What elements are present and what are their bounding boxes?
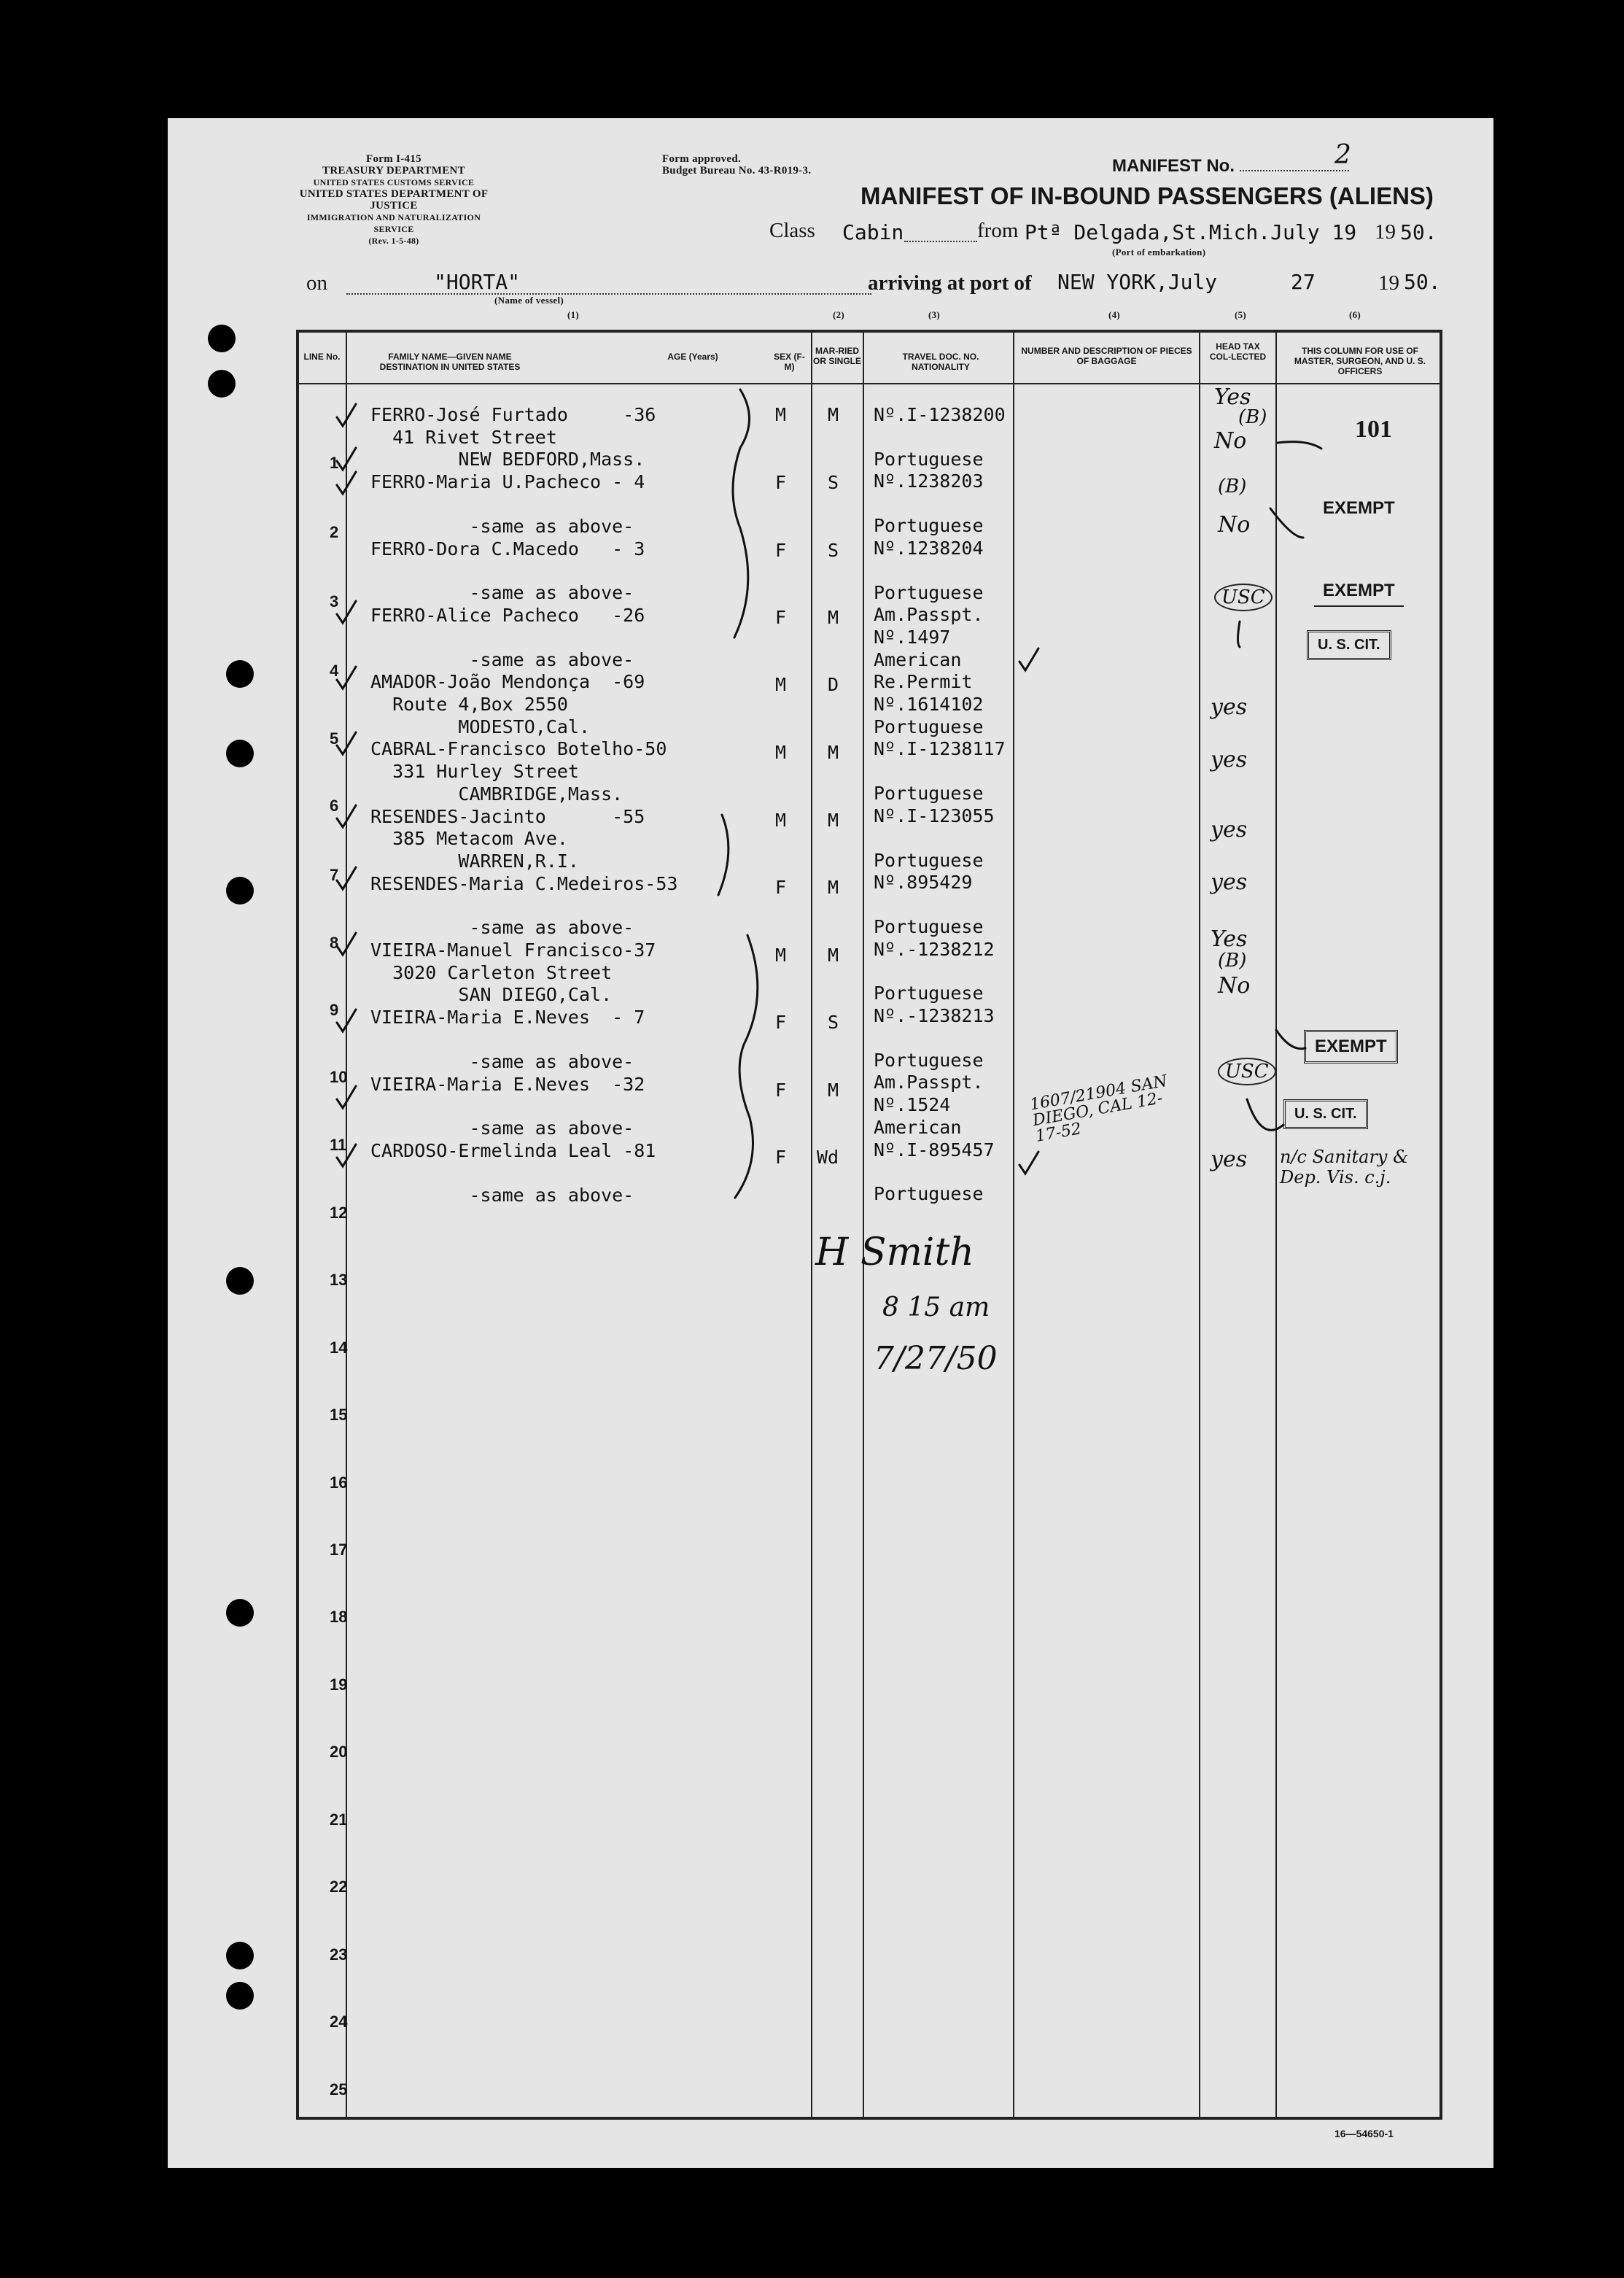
header-travel: TRAVEL DOC. NO. NATIONALITY (902, 352, 979, 372)
typed-line: FERRO-Maria U.Pacheco - 4 (370, 471, 645, 493)
travel-line: Portuguese (874, 1049, 984, 1071)
travel-line: Portuguese (874, 915, 984, 937)
head-tax-mark: No (1218, 973, 1251, 999)
line-number: 13 (330, 1271, 348, 1289)
line-number: 17 (330, 1541, 348, 1559)
year-prefix-2: 19 (1378, 271, 1399, 295)
typed-line: RESENDES-Maria C.Medeiros-53 (370, 872, 678, 894)
travel-line: Portuguese (874, 448, 984, 470)
travel-line: Portuguese (874, 783, 984, 805)
marital-value: M (828, 1080, 839, 1101)
line-number: 25 (330, 2080, 348, 2099)
line-number: 10 (330, 1068, 348, 1086)
line-number: 12 (330, 1204, 348, 1222)
travel-line: Portuguese (874, 849, 984, 871)
colnum-1: (1) (567, 309, 580, 320)
colnum-3: (3) (928, 309, 941, 320)
travel-line: Nº.I-123055 (874, 805, 995, 826)
travel-line: Portuguese (874, 983, 984, 1004)
inspection-date: 7/27/50 (874, 1340, 998, 1377)
port-note: (Port of embarkation) (1112, 247, 1206, 257)
header-age: AGE (Years) (667, 352, 718, 362)
head-tax-mark: yes (1211, 1147, 1248, 1172)
colnum-6: (6) (1349, 309, 1361, 320)
sex-value: F (775, 1080, 787, 1101)
line-number: 11 (330, 1136, 347, 1154)
head-tax-mark: Yes (1211, 926, 1248, 952)
from-value: Ptª Delgada,St.Mich.July 19 (1025, 220, 1357, 244)
typed-line: 41 Rivet Street (370, 426, 557, 448)
travel-line: Nº.1614102 (874, 694, 984, 716)
line-number: 3 (330, 592, 339, 611)
manifest-no: MANIFEST No. (1112, 156, 1349, 177)
typed-line: SAN DIEGO,Cal. (370, 984, 613, 1006)
typed-line: FERRO-Alice Pacheco -26 (370, 604, 645, 626)
typed-line: FERRO-Dora C.Macedo - 3 (370, 538, 645, 559)
arriving-label: arriving at port of (868, 271, 1032, 295)
marital-value: M (828, 877, 839, 898)
header-sex: SEX (F-M) (774, 352, 805, 372)
typed-line: CABRAL-Francisco Botelho-50 (370, 738, 667, 760)
form-block: Form I-415 TREASURY DEPARTMENT UNITED STATES CUSTOMS SERVICE UNITED STATES DEPARTMENT OF JUSTICE IMMIGRATION AND NATURALIZATION SERVICE (Rev. 1-5-48) (299, 153, 489, 246)
head-tax-mark: No (1214, 428, 1247, 454)
typed-line: -same as above- (370, 1050, 634, 1072)
typed-line: VIEIRA-Maria E.Neves -32 (370, 1073, 645, 1095)
typed-line: -same as above- (370, 582, 634, 604)
inspection-time: 8 15 am (882, 1293, 990, 1322)
line-number: 8 (330, 934, 339, 952)
typed-line: AMADOR-João Mendonça -69 (370, 671, 645, 693)
us-citizen-stamp: U. S. CIT. (1307, 630, 1391, 660)
line-number: 5 (330, 729, 339, 748)
line-number: 7 (330, 866, 339, 884)
line-number: 6 (330, 797, 339, 815)
head-tax-mark: (B) (1218, 476, 1247, 497)
manifest-page (168, 118, 1493, 2168)
travel-line: Nº.I-1238200 (874, 404, 1006, 425)
line-number: 2 (330, 523, 339, 541)
exempt-stamp: EXEMPT (1314, 576, 1404, 607)
marital-value: Wd (817, 1147, 839, 1168)
typed-line: CARDOSO-Ermelinda Leal -81 (370, 1139, 656, 1161)
line-number: 24 (330, 2012, 348, 2031)
travel-line: Re.Permit (874, 671, 973, 693)
header-name: FAMILY NAME—GIVEN NAME DESTINATION IN UNITED STATES (379, 352, 521, 372)
typed-line: NEW BEDFORD,Mass. (370, 449, 645, 470)
sex-value: F (775, 1147, 787, 1168)
typed-line: -same as above- (370, 1117, 634, 1139)
sex-value: F (775, 877, 787, 898)
marital-value: M (828, 810, 839, 831)
class-label: Class (769, 219, 815, 242)
head-tax-mark: Yes (1214, 384, 1251, 410)
typed-line: VIEIRA-Maria E.Neves - 7 (370, 1007, 645, 1028)
manifest-no-value: 2 (1334, 140, 1351, 170)
year-2: 50. (1404, 270, 1441, 294)
head-tax-mark: yes (1211, 747, 1248, 772)
head-tax-mark: yes (1211, 869, 1248, 895)
from-label: from (977, 219, 1019, 242)
line-number: 20 (330, 1743, 348, 1761)
typed-line: -same as above- (370, 917, 634, 939)
vessel-name: "HORTA" (434, 270, 521, 294)
head-tax-mark: (B) (1238, 406, 1267, 428)
line-number: 9 (330, 1001, 339, 1019)
line-number: 14 (330, 1338, 348, 1357)
line-number: 1 (330, 454, 339, 472)
marital-value: S (828, 472, 839, 493)
typed-line: MODESTO,Cal. (370, 716, 591, 737)
arriving-day: 27 (1291, 270, 1316, 294)
travel-line: Portuguese (874, 1183, 984, 1205)
typed-line: -same as above- (370, 648, 634, 670)
marital-value: M (828, 945, 839, 966)
typed-line: RESENDES-Jacinto -55 (370, 805, 645, 827)
sex-value: M (775, 674, 787, 695)
travel-line: Nº.-1238212 (874, 938, 995, 960)
line-number: 16 (330, 1473, 348, 1492)
line-number: 23 (330, 1945, 348, 1964)
travel-line: Am.Passpt. (874, 1072, 984, 1093)
line-number: 4 (330, 662, 339, 680)
typed-line: FERRO-José Furtado -36 (370, 404, 656, 425)
travel-line: Nº.1238203 (874, 470, 984, 492)
exempt-stamp: EXEMPT (1304, 1030, 1398, 1064)
typed-line: CAMBRIDGE,Mass. (370, 783, 623, 805)
approval-note: Form approved. Budget Bureau No. 43-R019-3. (662, 153, 812, 177)
marital-value: S (828, 540, 839, 561)
arriving-value: NEW YORK,July (1057, 270, 1218, 294)
typed-line: VIEIRA-Manuel Francisco-37 (370, 940, 656, 961)
baggage-note: 1607/21904 SAN DIEGO, CAL 12-17-52 (1028, 1072, 1169, 1146)
typed-line: WARREN,R.I. (370, 850, 579, 872)
travel-line: American (874, 1116, 962, 1138)
header-head-tax: HEAD TAX COL-LECTED (1209, 341, 1267, 362)
travel-line: Nº.1497 (874, 626, 951, 648)
line-number: 21 (330, 1810, 348, 1829)
marital-value: S (828, 1012, 839, 1033)
typed-line: 385 Metacom Ave. (370, 828, 568, 850)
year-prefix-1: 19 (1375, 220, 1396, 244)
travel-line: Nº.1238204 (874, 537, 984, 559)
travel-line: Nº.1524 (874, 1094, 951, 1116)
officer-note: n/c Sanitary & Dep. Vis. c.j. (1280, 1147, 1409, 1188)
head-tax-mark: USC (1218, 1058, 1276, 1085)
travel-line: Am.Passpt. (874, 604, 984, 626)
pen-marks (168, 118, 1493, 2168)
header-line: LINE No. (303, 352, 341, 362)
inspector-signature: H Smith (815, 1231, 974, 1274)
year-1: 50. (1400, 220, 1437, 244)
head-tax-mark: (B) (1218, 950, 1247, 972)
travel-line: Nº.I-895457 (874, 1139, 995, 1161)
sex-value: F (775, 472, 787, 493)
line-number: 22 (330, 1878, 348, 1896)
vessel-note: (Name of vessel) (494, 295, 564, 306)
travel-line: Portuguese (874, 515, 984, 537)
typed-line: 331 Hurley Street (370, 761, 579, 783)
manifest-title: MANIFEST OF IN-BOUND PASSENGERS (ALIENS) (860, 182, 1434, 209)
travel-line: Nº.-1238213 (874, 1005, 995, 1027)
header-officers: THIS COLUMN FOR USE OF MASTER, SURGEON, AND U. S. OFFICERS (1294, 346, 1426, 376)
header-baggage: NUMBER AND DESCRIPTION OF PIECES OF BAGGAGE (1021, 346, 1192, 366)
travel-line: Portuguese (874, 581, 984, 603)
marital-value: M (828, 742, 839, 763)
sex-value: M (775, 742, 787, 763)
on-label: on (306, 271, 327, 295)
sex-value: F (775, 1012, 787, 1033)
travel-line: Nº.I-1238117 (874, 738, 1006, 760)
colnum-2: (2) (833, 309, 845, 320)
sex-value: M (775, 945, 787, 966)
line-number: 18 (330, 1608, 348, 1626)
colnum-4: (4) (1108, 309, 1121, 320)
sex-value: F (775, 607, 787, 628)
sex-value: M (775, 404, 787, 425)
marital-value: M (828, 404, 839, 425)
travel-line: Nº.895429 (874, 872, 973, 894)
head-tax-mark: No (1218, 512, 1251, 538)
head-tax-mark: USC (1214, 584, 1273, 611)
head-tax-mark: yes (1211, 694, 1248, 720)
typed-line: -same as above- (370, 515, 634, 537)
officer-number: 101 (1355, 416, 1392, 443)
marital-value: M (828, 607, 839, 628)
travel-line: Portuguese (874, 716, 984, 737)
typed-line: Route 4,Box 2550 (370, 694, 568, 716)
sex-value: F (775, 540, 787, 561)
typed-line: -same as above- (370, 1184, 634, 1206)
header-married: MAR-RIED OR SINGLE (813, 346, 862, 366)
sex-value: M (775, 810, 787, 831)
marital-value: D (828, 674, 839, 695)
line-number: 19 (330, 1675, 348, 1694)
head-tax-mark: yes (1211, 817, 1248, 842)
us-citizen-stamp: U. S. CIT. (1283, 1099, 1368, 1129)
footer-code: 16—54650-1 (1334, 2128, 1394, 2139)
exempt-stamp: EXEMPT (1323, 498, 1395, 518)
colnum-5: (5) (1235, 309, 1247, 320)
line-number: 15 (330, 1406, 348, 1424)
typed-line: 3020 Carleton Street (370, 961, 613, 983)
class-value: Cabin (842, 220, 904, 244)
travel-line: American (874, 648, 962, 670)
